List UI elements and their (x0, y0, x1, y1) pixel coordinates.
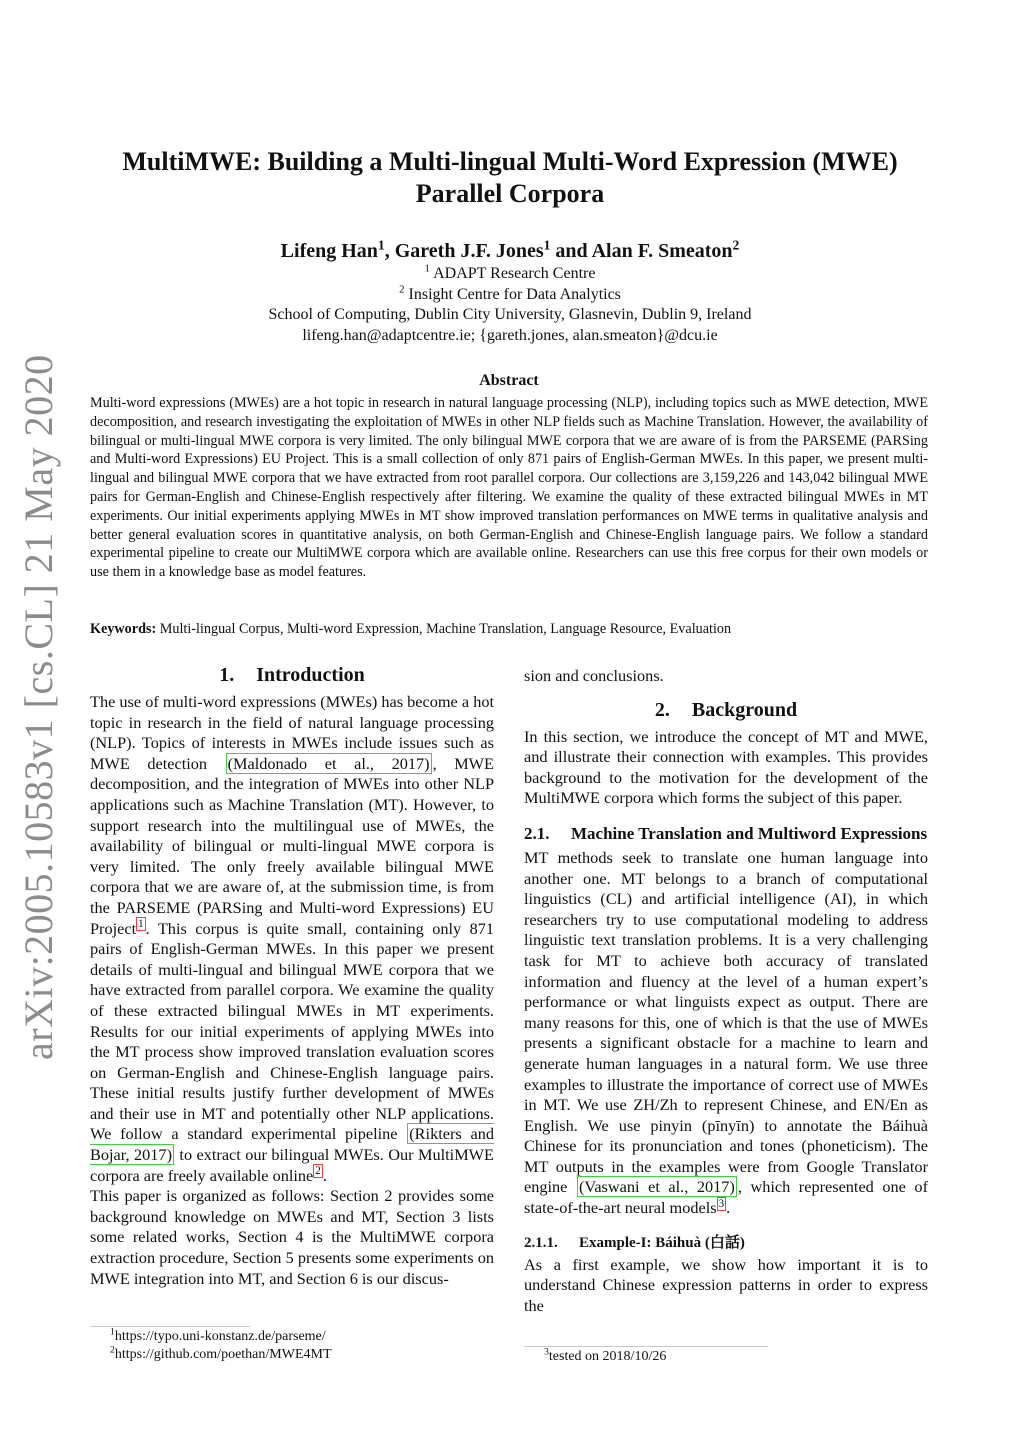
footnote (110, 1346, 332, 1364)
author-name: Gareth J.F. Jones (394, 240, 544, 262)
section-heading (90, 662, 494, 688)
citation-link[interactable]: (Rikters and Bojar, 2017) (90, 1124, 495, 1165)
keywords-label: Keywords: (90, 621, 157, 637)
affiliation-mark: 2 (399, 283, 405, 296)
section-number: 2. (654, 698, 670, 721)
section-heading (524, 697, 928, 723)
affiliation-mark: 1 (424, 262, 430, 275)
author-affiliation-mark: 1 (543, 237, 551, 253)
footnote-link[interactable]: 3 (718, 1197, 725, 1210)
arxiv-identifier: arXiv:2005.10583v1 [cs.CL] 21 May 2020 (16, 354, 61, 1060)
subsection-heading (524, 823, 928, 844)
affiliations (160, 264, 860, 346)
footnote (544, 1348, 666, 1366)
author-separator: and (550, 240, 592, 262)
text-run: . (726, 1198, 731, 1218)
section-title: Introduction (256, 664, 365, 686)
text-run: The use of multi-word expressions (MWEs) has become a hot topic in research in the field of natural language processing (NLP). Topics of interests in MWEs include issues such as MWE detection (90, 692, 494, 773)
footnote-list (544, 1348, 666, 1366)
author-affiliation-mark: 2 (732, 237, 740, 253)
background-paragraph: In this section, we introduce the concept of MT and MWE, and illustrate their connection with examples. This provides background to the motivation for the development of the MultiMWE corpora which forms the subject of this paper. (524, 726, 928, 808)
author-name: Alan F. Smeaton (591, 240, 733, 262)
footnote-number: 2 (110, 1344, 115, 1356)
section-number: 1. (219, 664, 235, 686)
footnote-url[interactable]: https://typo.uni-konstanz.de/parseme/ (114, 1329, 326, 1344)
author-list (160, 237, 860, 263)
subsubsection-title: Example-I: Báihuà (白話) (579, 1234, 745, 1251)
author-name: Lifeng Han (280, 240, 378, 262)
footnote (110, 1328, 332, 1346)
affiliation-address: School of Computing, Dublin City University, Glasnevin, Dublin 9, Ireland (268, 306, 752, 324)
subsection-title: Machine Translation and Multiword Expressions (571, 823, 928, 843)
footnote-text: tested on 2018/10/26 (548, 1349, 667, 1364)
footnote-link[interactable]: 1 (138, 918, 144, 931)
intro-paragraph (90, 692, 494, 1186)
footnote-list (110, 1328, 332, 1364)
citation-link[interactable]: (Vaswani et al., 2017) (578, 1177, 735, 1197)
keywords-text: Multi-lingual Corpus, Multi-word Expression, Machine Translation, Language Resource, Evaluation (156, 621, 732, 637)
text-run: , which represented one of state-of-the-art neural models (524, 1177, 928, 1218)
footnote-link[interactable]: 2 (315, 1165, 321, 1178)
text-run: . (322, 1165, 327, 1185)
intro-paragraph: This paper is organized as follows: Section 2 provides some background knowledge on MWEs and MT, Section 3 lists some related works, Section 4 is the MultiMWE corpora extraction procedure, Section 5 presents some experiments on MWE integration into MT, and Section 6 is our discus- (90, 1186, 494, 1288)
author-emails: lifeng.han@adaptcentre.ie; {gareth.jones, alan.smeaton}@dcu.ie (302, 326, 718, 344)
abstract-text: Multi-word expressions (MWEs) are a hot topic in research in natural language processing (NLP), including topics such as MWE detection, MWE decomposition, and research investigating the exploitation of MWEs in other NLP fields such as Machine Translation. However, the availability of bilingual or multi-lingual MWE corpora is very limited. The only bilingual MWE corpora that we are aware of is from the PARSEME (PARSing and Multi-word Expressions) EU Project. This is a small collection of only 871 pairs of English-German MWEs. In this paper, we present multi-lingual and bilingual MWE corpora that we have extracted from root parallel corpora. Our collections are 3,159,226 and 143,042 bilingual MWE pairs for German-English and Chinese-English respectively after filtering. We examine the quality of these extracted bilingual MWEs in MT experiments. Our initial experiments applying MWEs in MT show improved translation performances on MWE terms in qualitative analysis and better general evaluation scores in quantitative analysis, on both German-English and Chinese-English language pairs. We follow a standard experimental pipeline to create our MultiMWE corpora which are available online. Researchers can use this free corpus for their own models or use them in a knowledge base as model features. (90, 395, 928, 581)
citation-link[interactable]: (Maldonado et al., 2017) (227, 753, 430, 773)
text-run: . This corpus is quite small, containing only 871 pairs of English-German MWEs. In this paper we present details of multi-lingual and bilingual MWE corpora that we have extracted from parallel corpora. We examine the quality of these extracted bilingual MWEs in MT experiments. Results for our initial experiments of applying MWEs into the MT process show improved translation evaluation scores on German-English and Chinese-English language pairs. These initial results justify further development of MWEs and their use in MT and potentially other NLP applications. We follow a standard experimental pipeline (90, 918, 494, 1144)
subsection-number: 2.1. (524, 823, 550, 843)
keywords (90, 620, 928, 639)
paper-title: MultiMWE: Building a Multi-lingual Multi-Word Expression (MWE) Parallel Corpora (122, 147, 898, 208)
affiliation-line (160, 285, 860, 306)
text-run: , MWE decomposition, and the integration of MWEs into other NLP applications such as Machine Translation (MT). However, to support research into the multilingual use of MWEs, the availability of bilingual or multi-lingual MWE corpora is very limited. The only freely available bilingual MWE corpora that we are aware of, at the submission time, is from the PARSEME (PARSing and Multi-word Expressions) EU Project (90, 753, 494, 938)
footnote-url[interactable]: https://github.com/poethan/MWE4MT (114, 1347, 332, 1362)
subsubsection-number: 2.1.1. (524, 1234, 558, 1251)
example-paragraph: As a first example, we show how important it is to understand Chinese expression patterns in order to express the (524, 1254, 928, 1315)
author-separator: , (384, 240, 395, 262)
affiliation-name: Insight Centre for Data Analytics (408, 285, 621, 303)
subsubsection-heading (524, 1233, 928, 1253)
mt-paragraph (524, 848, 928, 1219)
affiliation-line (160, 264, 860, 285)
text-run: MT methods seek to translate one human language into another one. MT belongs to a branch of computational linguistics (CL) and artificial intelligence (AI), in which researchers try to use computational modeling to address linguistic text translation problems. It is a very challenging task for MT to achieve both accuracy of translated information and fluency at the level of a human expert’s performance or what linguists expect as output. There are many reasons for this, one of which is that the use of MWEs presents a significant obstacle for a machine to learn and generate human languages in a natural form. We use three examples to illustrate the importance of correct use of MWEs in MT. We use ZH/Zh to represent Chinese, and EN/En as English. We use pinyin (pīnyīn) to annotate the Báihuà Chinese for its pronunciation and tones (phoneticism). The MT outputs in the examples were from Google Translator engine (524, 847, 928, 1197)
left-column (90, 662, 494, 1289)
footnote-number: 1 (110, 1326, 115, 1338)
abstract-heading: Abstract (479, 372, 539, 389)
footnote-number: 3 (544, 1346, 549, 1358)
right-column (524, 666, 928, 1316)
section-title: Background (691, 698, 798, 721)
affiliation-name: ADAPT Research Centre (433, 265, 596, 282)
continued-paragraph: sion and conclusions. (524, 666, 664, 685)
footnote-divider (524, 1346, 768, 1347)
author-affiliation-mark: 1 (377, 237, 385, 253)
text-run: to extract our bilingual MWEs. Our MultiMWE corpora are freely available online (90, 1145, 494, 1185)
